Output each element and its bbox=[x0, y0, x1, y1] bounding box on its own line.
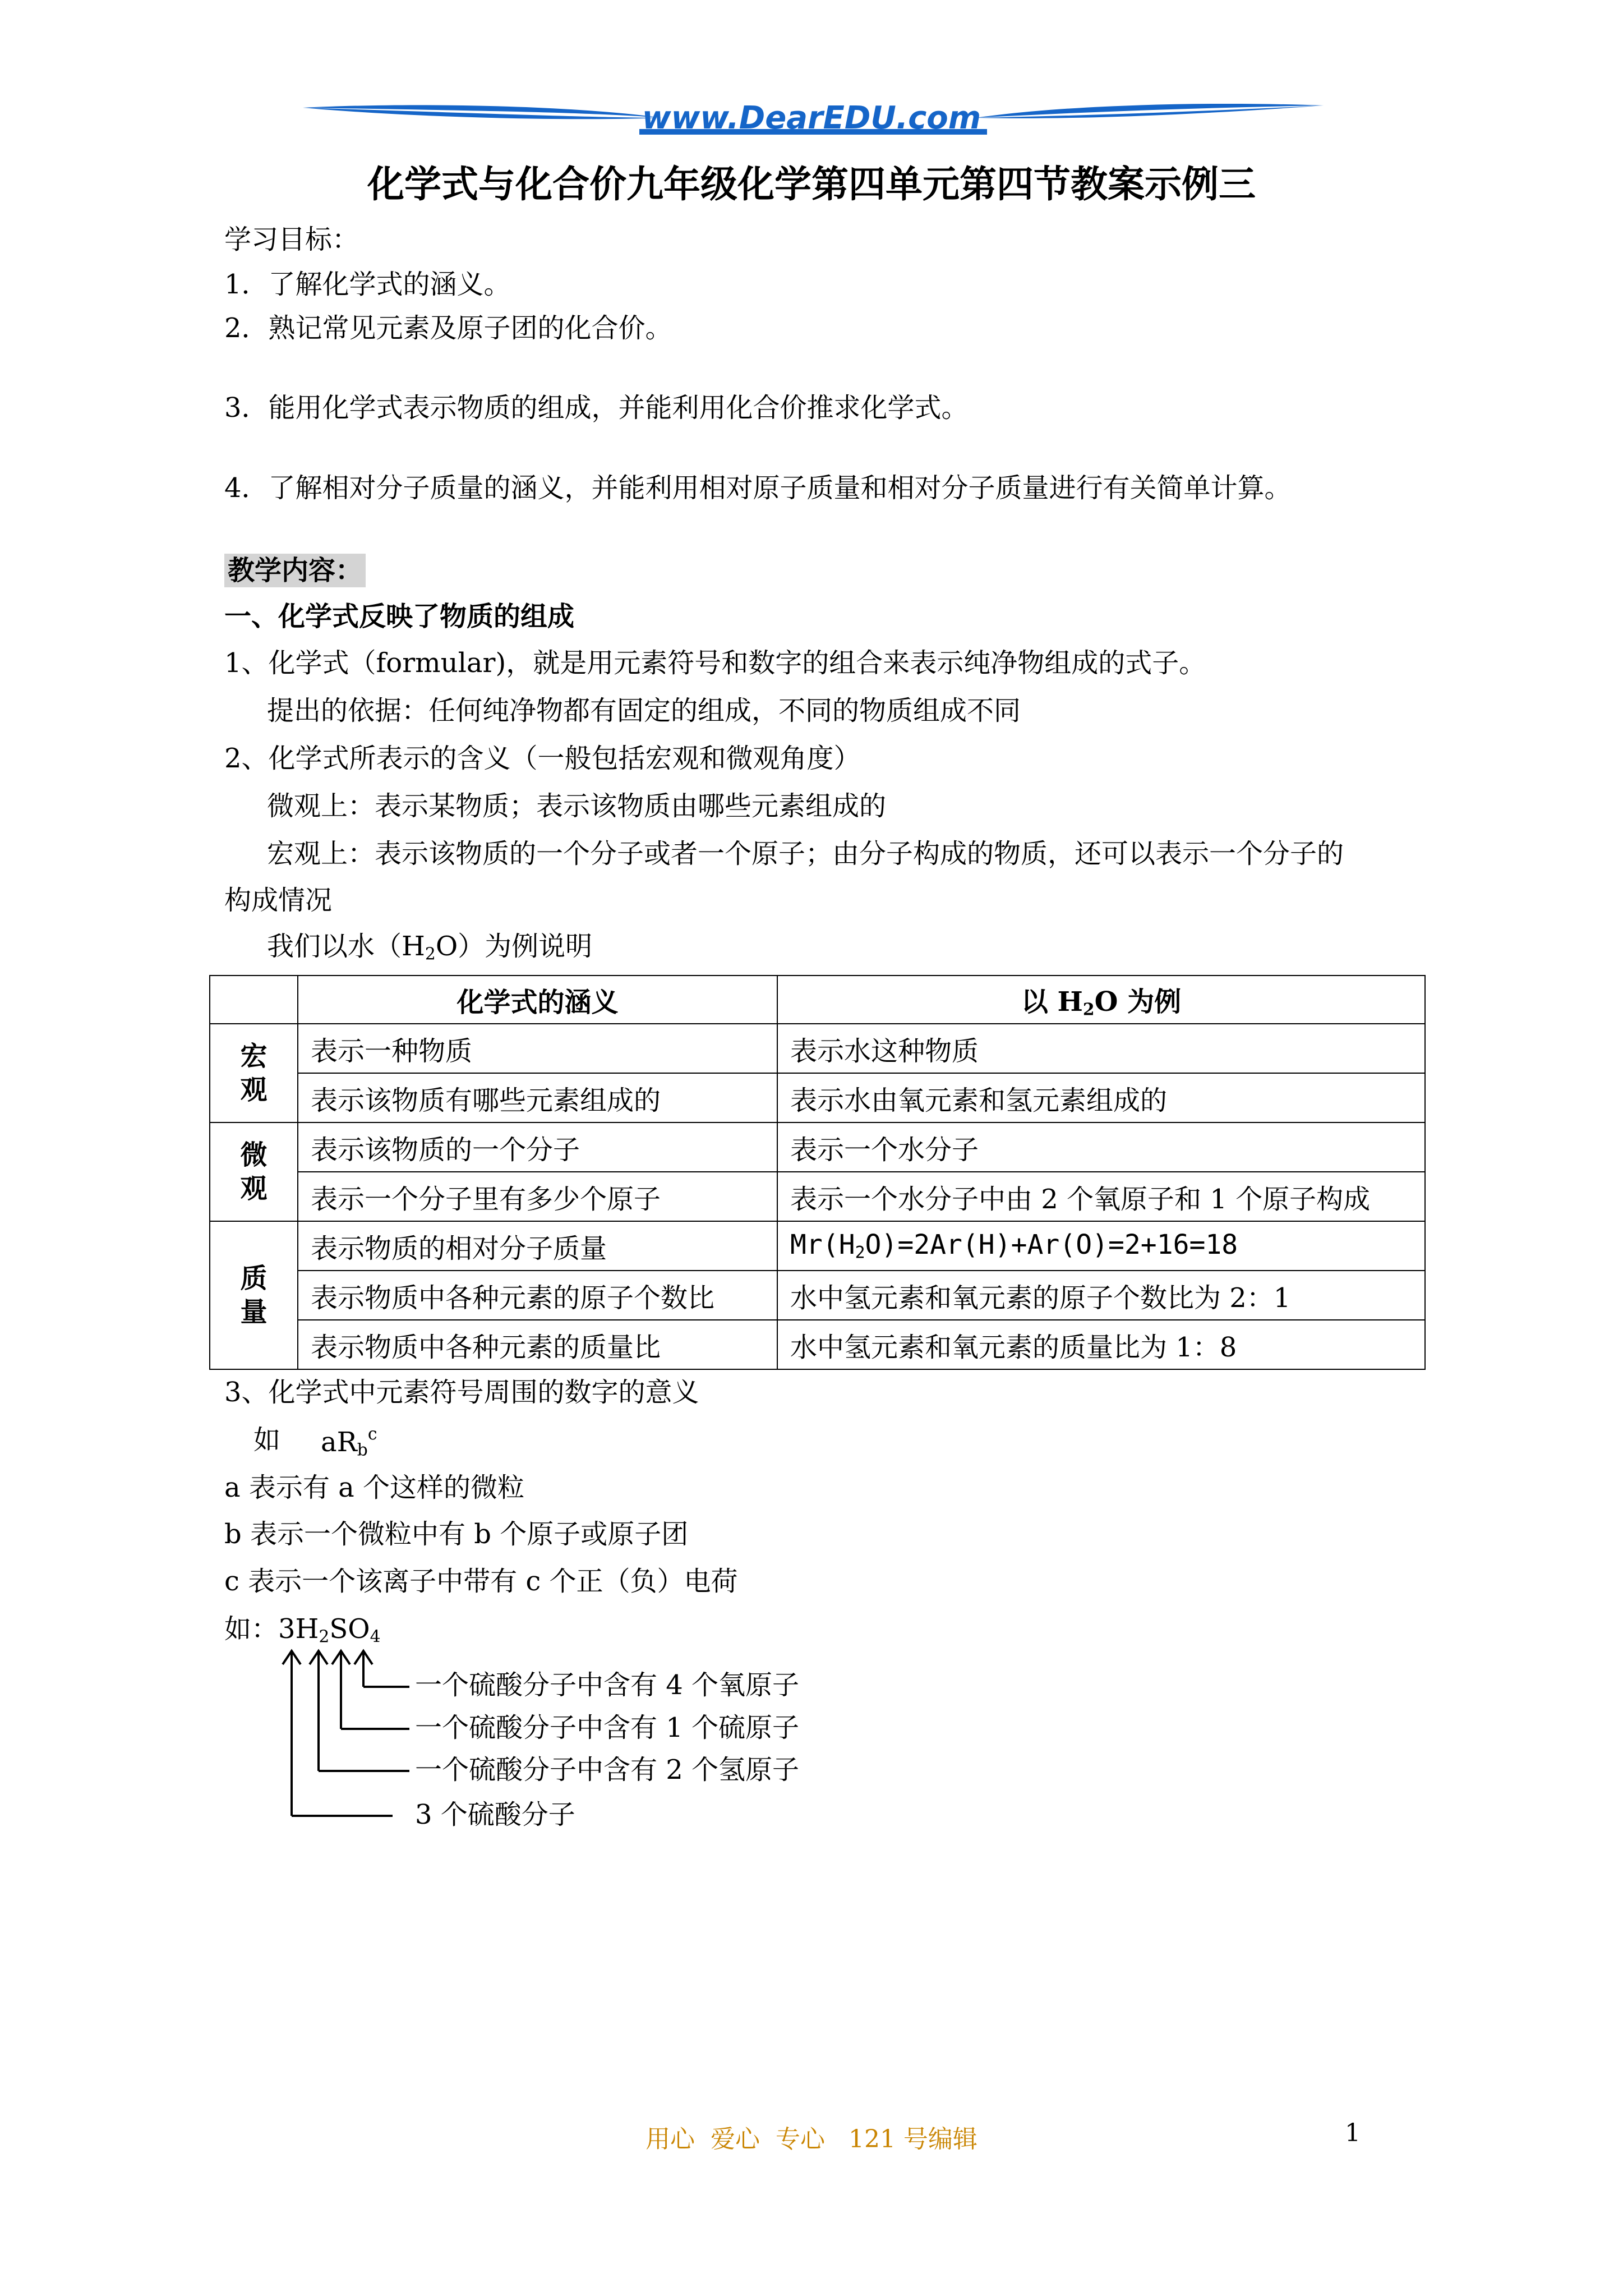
annotation-text: 3 个硫酸分子 bbox=[415, 1799, 575, 1830]
annotation-text: 一个硫酸分子中含有 1 个硫原子 bbox=[415, 1712, 800, 1743]
group-label-macro: 宏观 bbox=[210, 1024, 298, 1122]
table-row bbox=[210, 1221, 1425, 1271]
content-label: 教学内容： bbox=[224, 555, 366, 586]
example-label: 如 bbox=[253, 1424, 281, 1456]
annotation-text: 一个硫酸分子中含有 2 个氢原子 bbox=[415, 1754, 800, 1786]
table-cell: 水中氢元素和氧元素的质量比为 1：8 bbox=[777, 1320, 1425, 1369]
paragraph: c 表示一个该离子中带有 c 个正（负）电荷 bbox=[224, 1566, 738, 1597]
table-cell: 表示该物质有哪些元素组成的 bbox=[298, 1073, 777, 1122]
objective-item: 4．了解相对分子质量的涵义，并能利用相对原子质量和相对分子质量进行有关简单计算。 bbox=[224, 472, 1292, 504]
page-number: 1 bbox=[1345, 2119, 1361, 2147]
annotation-text: 一个硫酸分子中含有 4 个氧原子 bbox=[415, 1669, 800, 1701]
paragraph: 提出的依据：任何纯净物都有固定的组成，不同的物质组成不同 bbox=[267, 695, 1021, 726]
section-heading: 3、化学式中元素符号周围的数字的意义 bbox=[224, 1377, 699, 1408]
paragraph: a 表示有 a 个这样的微粒 bbox=[224, 1472, 525, 1503]
objective-item: 2．熟记常见元素及原子团的化合价。 bbox=[224, 312, 672, 344]
table-cell: 表示一个分子里有多少个原子 bbox=[298, 1172, 777, 1221]
formula-arrow-diagram bbox=[269, 1646, 415, 1826]
table-row bbox=[210, 1320, 1425, 1369]
column-header-meaning: 化学式的涵义 bbox=[298, 976, 777, 1024]
objective-item: 3．能用化学式表示物质的组成，并能利用化合价推求化学式。 bbox=[224, 392, 969, 424]
table-cell: 表示水这种物质 bbox=[777, 1024, 1425, 1073]
paragraph: 我们以水$(H_2O)$为例说明 bbox=[267, 931, 593, 964]
table-row bbox=[210, 1172, 1425, 1221]
formula-meaning-table bbox=[209, 975, 1426, 1370]
table-cell: 表示该物质的一个分子 bbox=[298, 1122, 777, 1172]
table-header-row bbox=[210, 976, 1425, 1024]
footer-text: 用心 爱心 专心 121 号编辑 bbox=[645, 2125, 978, 2154]
paragraph: b 表示一个微粒中有 b 个原子或原子团 bbox=[224, 1519, 689, 1550]
table-row bbox=[210, 1024, 1425, 1073]
column-header-example: 以 $H_2O$ 为例 bbox=[777, 976, 1425, 1024]
table-cell: $Mr(H_2O)=2Ar(H)+Ar(O)=2+16=18$ bbox=[777, 1221, 1425, 1271]
table-row bbox=[210, 1271, 1425, 1320]
paragraph: 2、化学式所表示的含义（一般包括宏观和微观角度） bbox=[224, 743, 861, 774]
table-row bbox=[210, 1122, 1425, 1172]
group-label-mass: 质量 bbox=[210, 1221, 298, 1369]
page-title: 化学式与化合价九年级化学第四单元第四节教案示例三 bbox=[367, 162, 1256, 206]
formula-example: $aR_b^c$ bbox=[321, 1424, 377, 1460]
table-cell: 表示一个水分子中由 2 个氧原子和 1 个原子构成 bbox=[777, 1172, 1425, 1221]
table-cell: 表示物质中各种元素的原子个数比 bbox=[298, 1271, 777, 1320]
paragraph: 微观上：表示某物质；表示该物质由哪些元素组成的 bbox=[267, 790, 887, 822]
table-cell: 表示物质中各种元素的质量比 bbox=[298, 1320, 777, 1369]
table-cell: 表示水由氧元素和氢元素组成的 bbox=[777, 1073, 1425, 1122]
site-logo-text: www.DearEDU.com bbox=[642, 100, 981, 136]
table-cell: 水中氢元素和氧元素的原子个数比为 2：1 bbox=[777, 1271, 1425, 1320]
table-row bbox=[210, 1073, 1425, 1122]
table-cell: 表示一种物质 bbox=[298, 1024, 777, 1073]
table-corner-cell bbox=[210, 976, 298, 1024]
objective-item: 1．了解化学式的涵义。 bbox=[224, 269, 511, 300]
table-cell: 表示一个水分子 bbox=[777, 1122, 1425, 1172]
table-cell: 表示物质的相对分子质量 bbox=[298, 1221, 777, 1271]
section-heading: 一、化学式反映了物质的组成 bbox=[224, 601, 575, 632]
formula-example: 如：$3H_2SO_4$ bbox=[224, 1613, 381, 1647]
paragraph: 宏观上：表示该物质的一个分子或者一个原子；由分子构成的物质，还可以表示一个分子的 bbox=[267, 838, 1344, 869]
paragraph: 构成情况 bbox=[224, 885, 333, 916]
group-label-micro: 微观 bbox=[210, 1122, 298, 1221]
paragraph: 1、化学式（formular)，就是用元素符号和数字的组合来表示纯净物组成的式子。 bbox=[224, 647, 1206, 679]
objectives-label: 学习目标： bbox=[224, 224, 359, 255]
